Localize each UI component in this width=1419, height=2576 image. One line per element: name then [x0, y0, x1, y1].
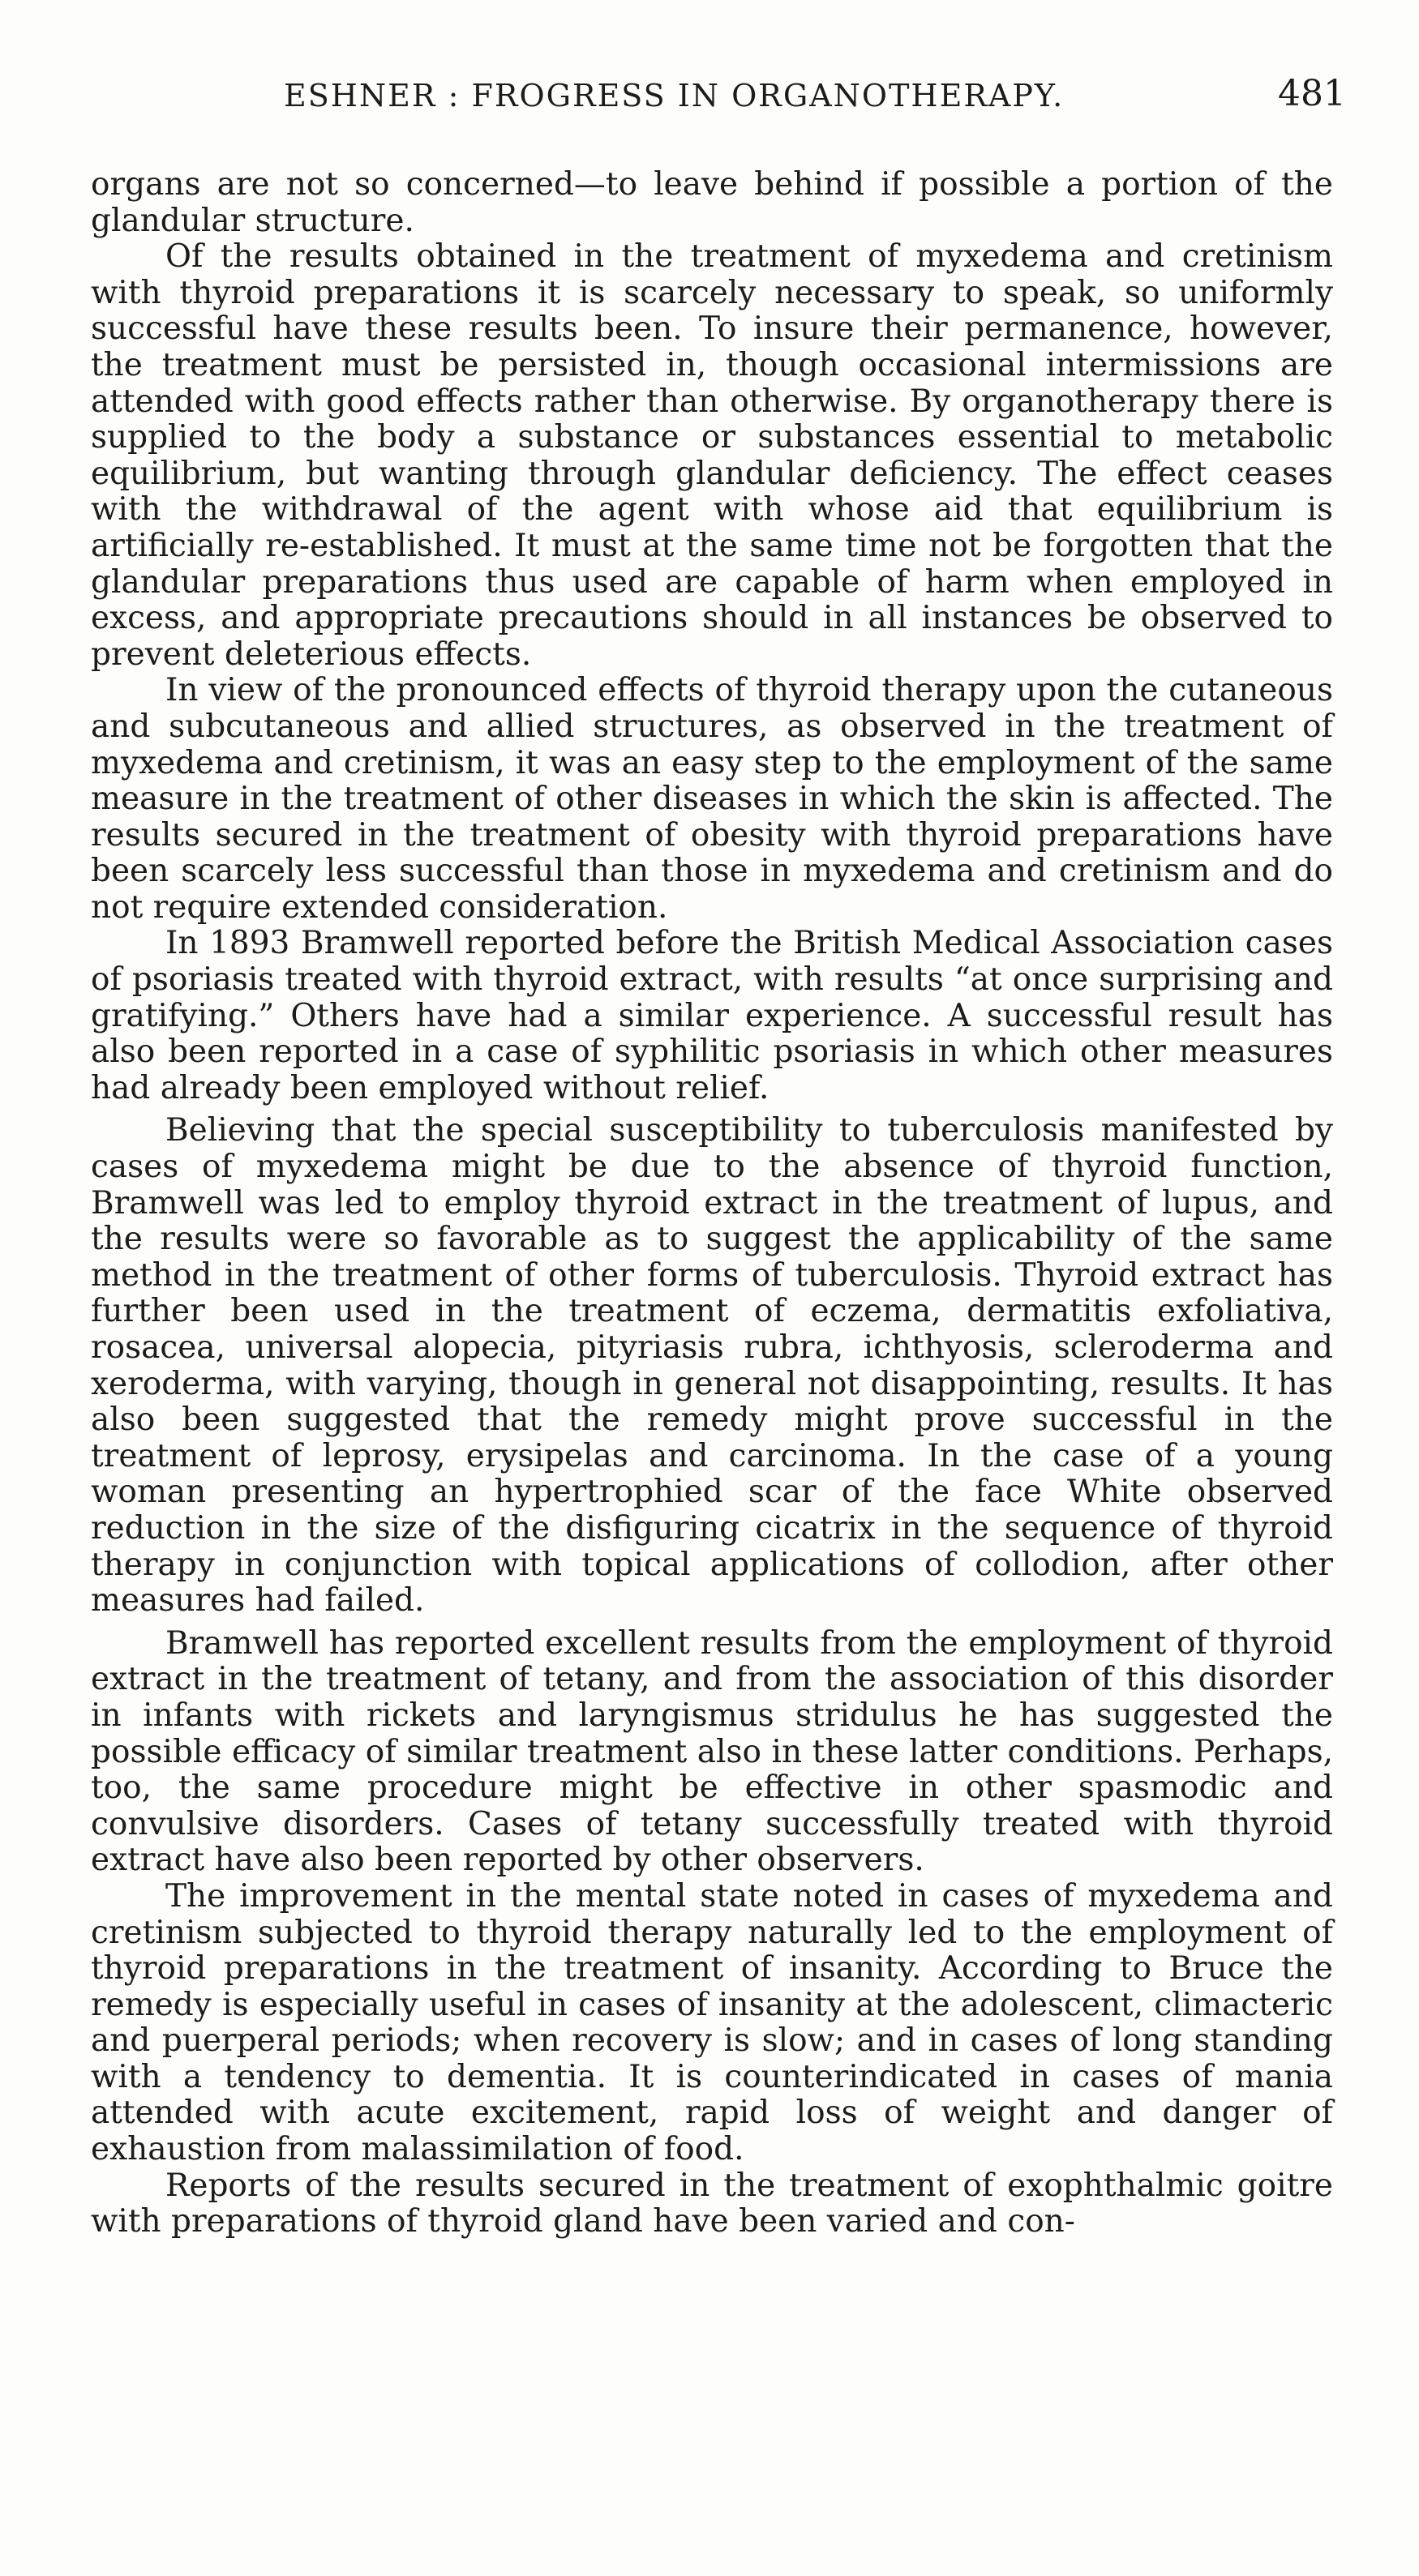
paragraph-psoriasis: In 1893 Bramwell reported before the British Medical Association cases of psoriasis treated with thyroid extract, with results “at once surprising and gratifying.” Others have had a similar experience. A successful result has also been reported in a case of syphilitic psoriasis in which other measures had already been employed without relief.: [91, 925, 1333, 1106]
paragraph-insanity: The improvement in the mental state noted in cases of myxedema and cretinism subjected to thyroid therapy naturally led to the employment of thyroid preparations in the treatment of insanity. According to Bruce the remedy is especially useful in cases of insanity at the adolescent, climacteric and puerperal periods; when recovery is slow; and in cases of long standing with a tendency to dementia. It is counterindicated in cases of mania attended with acute excitement, rapid loss of weight and danger of exhaustion from malassimilation of food.: [91, 1877, 1333, 2168]
running-title: ESHNER : FROGRESS IN ORGANOTHERAPY.: [284, 78, 1065, 113]
article-body: [91, 167, 1333, 2240]
paragraph-exophthalmic-goitre: Reports of the results secured in the treatment of exophthalmic goitre with preparations of thyroid gland have been varied and con-: [91, 2167, 1333, 2240]
page-number: 481: [1278, 73, 1346, 114]
running-header: [89, 73, 1346, 135]
paragraph-continuation: organs are not so concerned—to leave behind if possible a portion of the glandular structure.: [91, 166, 1333, 239]
paragraph-myxedema-cretinism: Of the results obtained in the treatment of myxedema and cretinism with thyroid preparations it is scarcely necessary to speak, so uniformly successful have these results been. To insure their permanence, however, the treatment must be persisted in, though occasional intermissions are attended with good effects rather than otherwise. By organotherapy there is supplied to the body a substance or substances essential to metabolic equilibrium, but wanting through glandular deficiency. The effect ceases with the withdrawal of the agent with whose aid that equilibrium is artificially re-established. It must at the same time not be forgotten that the glandular preparations thus used are capable of harm when employed in excess, and appropriate precautions should in all instances be observed to prevent deleterious effects.: [91, 238, 1333, 673]
paragraph-tuberculosis-lupus: Believing that the special susceptibility to tuberculosis manifested by cases of myxedema might be due to the absence of thyroid function, Bramwell was led to employ thyroid extract in the treatment of lupus, and the results were so favorable as to suggest the applicability of the same method in the treatment of other forms of tuberculosis. Thyroid extract has further been used in the treatment of eczema, dermatitis exfoliativa, rosacea, universal alopecia, pityriasis rubra, ichthyosis, scleroderma and xeroderma, with varying, though in general not disappointing, results. It has also been suggested that the remedy might prove successful in the treatment of leprosy, erysipelas and carcinoma. In the case of a young woman presenting an hypertrophied scar of the face White observed reduction in the size of the disfiguring cicatrix in the sequence of thyroid therapy in conjunction with topical applications of collodion, after other measures had failed.: [91, 1112, 1333, 1620]
paragraph-skin-diseases: In view of the pronounced effects of thyroid therapy upon the cutaneous and subcutaneous and allied structures, as observed in the treatment of myxedema and cretinism, it was an easy step to the employment of the same measure in the treatment of other diseases in which the skin is affected. The results secured in the treatment of obesity with thyroid preparations have been scarcely less successful than those in myxedema and cretinism and do not require extended consideration.: [91, 672, 1333, 926]
paragraph-tetany: Bramwell has reported excellent results from the employment of thyroid extract in the treatment of tetany, and from the association of this disorder in infants with rickets and laryngismus stridulus he has suggested the possible efficacy of similar treatment also in these latter conditions. Perhaps, too, the same procedure might be effective in other spasmodic and convulsive disorders. Cases of tetany successfully treated with thyroid extract have also been reported by other observers.: [91, 1624, 1333, 1879]
